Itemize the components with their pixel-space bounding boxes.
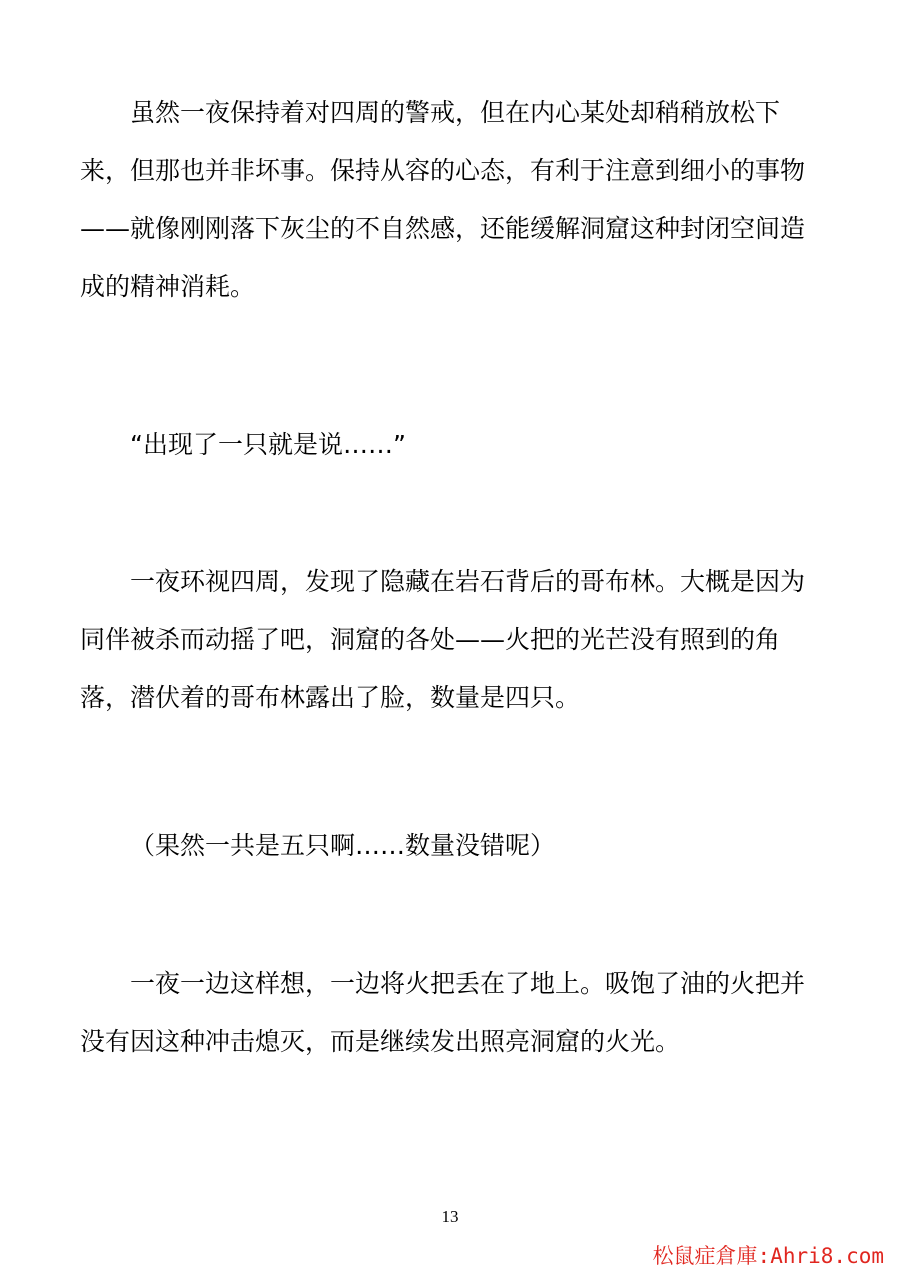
paragraph-5: 一夜一边这样想，一边将火把丢在了地上。吸饱了油的火把并没有因这种冲击熄灭，而是继续发出照亮洞窟的火光。: [80, 969, 806, 1056]
paragraph-2-dialogue: “出现了一只就是说……”: [130, 430, 406, 459]
paragraph-1: 虽然一夜保持着对四周的警戒，但在内心某处却稍稍放松下来，但那也并非坏事。保持从容的心态，有利于注意到细小的事物——就像刚刚落下灰尘的不自然感，还能缓解洞窟这种封闭空间造成的精神消耗。: [80, 98, 806, 301]
paragraph-3: 一夜环视四周，发现了隐藏在岩石背后的哥布林。大概是因为同伴被杀而动摇了吧，洞窟的各处——火把的光芒没有照到的角落，潜伏着的哥布林露出了脸，数量是四只。: [80, 567, 806, 712]
page-number: 13: [441, 1207, 459, 1226]
paragraph-4-thought: （果然一共是五只啊……数量没错呢）: [130, 831, 556, 860]
watermark-text: 松鼠症倉庫:Ahri8.com: [652, 1244, 884, 1268]
